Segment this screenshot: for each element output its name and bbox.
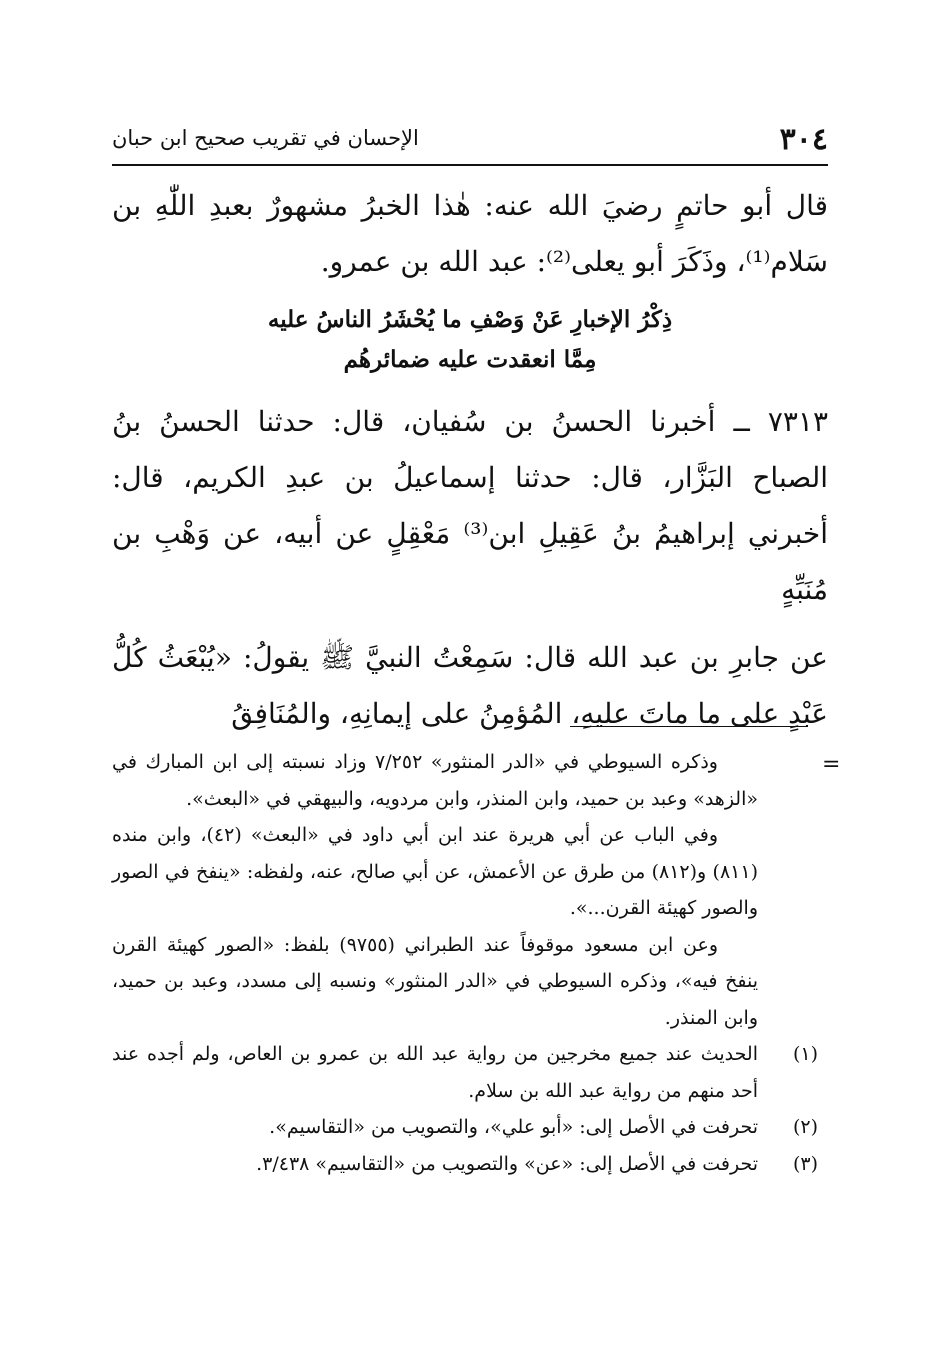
footnote-continuation-mark: = xyxy=(822,752,841,777)
footnote-text: الحديث عند جميع مخرجين من رواية عبد الله بن عمرو بن العاص، ولم أجده عند أحد منهم من رواية عبد الله بن سلام. xyxy=(112,1043,758,1102)
footnote-text: تحرفت في الأصل إلى: «أبو علي»، والتصويب من «التقاسيم». xyxy=(269,1116,758,1138)
footnote-item xyxy=(112,1036,818,1109)
page-number: ٣٠٤ xyxy=(779,122,828,157)
footnote-number: (٢) xyxy=(792,1116,818,1138)
footnote-continued-3: وعن ابن مسعود موقوفاً عند الطبراني (٩٧٥٥) بلفظ: «الصور كهيئة القرن ينفخ فيه»، وذكره السيوطي في «الدر المنثور» ونسبه إلى مسدد، وعبد بن حميد، وابن المنذر. xyxy=(112,933,758,1029)
section-heading xyxy=(112,300,828,380)
running-title: الإحسان في تقريب صحيح ابن حبان xyxy=(112,126,419,150)
footnotes xyxy=(112,744,818,1182)
footnote-number: (١) xyxy=(792,1043,818,1065)
section-heading-line-2: مِمَّا انعقدت عليه ضمائرهُم xyxy=(343,346,597,373)
section-heading-line-1: ذِكْرُ الإخبارِ عَنْ وَصْفِ ما يُحْشَرُ الناسُ عليه xyxy=(267,306,673,333)
header-rule xyxy=(112,164,828,166)
page-header xyxy=(112,118,828,162)
footnote-text: تحرفت في الأصل إلى: «عن» والتصويب من «التقاسيم» ٣/٤٣٨. xyxy=(256,1152,758,1175)
footnote-number: (٣) xyxy=(792,1152,818,1175)
main-text xyxy=(112,178,828,742)
hadith-matn: عن جابرِ بن عبد الله قال: سَمِعْتُ النبيَّ ﷺ يقولُ: «يُبْعَثُ كُلُّ عَبْدٍ على ما ماتَ عليهِ، المُؤمِنُ على إيمانِهِ، والمُنَافِقُ xyxy=(112,641,828,730)
footnote-continued-2: وفي الباب عن أبي هريرة عند ابن أبي داود في «البعث» (٤٢)، وابن منده (٨١١) و(٨١٢) من طرق عن الأعمش، عن أبي صالح، عنه، ولفظه: «ينفخ في الصور والصور كهيئة القرن...». xyxy=(112,824,758,919)
footnote-continued-1: وذكره السيوطي في «الدر المنثور» ٧/٢٥٢ وزاد نسبته إلى ابن المبارك في «الزهد» وعبد بن حميد، وابن المنذر، وابن مردويه، والبيهقي في «البعث». xyxy=(112,751,758,810)
footnote-item xyxy=(112,1109,818,1146)
footnote-item xyxy=(112,1146,818,1183)
footnote-rule xyxy=(570,726,808,727)
paragraph-abu-hatim: قال أبو حاتمٍ رضيَ الله عنه: هٰذا الخبرُ مشهورٌ بعبدِ اللّٰهِ بن سَلام⁽¹⁾، وذَكَرَ أبو يعلى⁽²⁾: عبد الله بن عمرو. xyxy=(112,189,828,278)
hadith-isnad: ٧٣١٣ ــ أخبرنا الحسنُ بن سُفيان، قال: حدثنا الحسنُ بنُ الصباح البَزَّار، قال: حدثنا إسماعيلُ بن عبدِ الكريم، قال: أخبرني إبراهيمُ بنُ عَقِيلِ ابن⁽³⁾ مَعْقِلٍ عن أبيه، عن وَهْبِ بن مُنَبِّهٍ xyxy=(112,405,829,606)
